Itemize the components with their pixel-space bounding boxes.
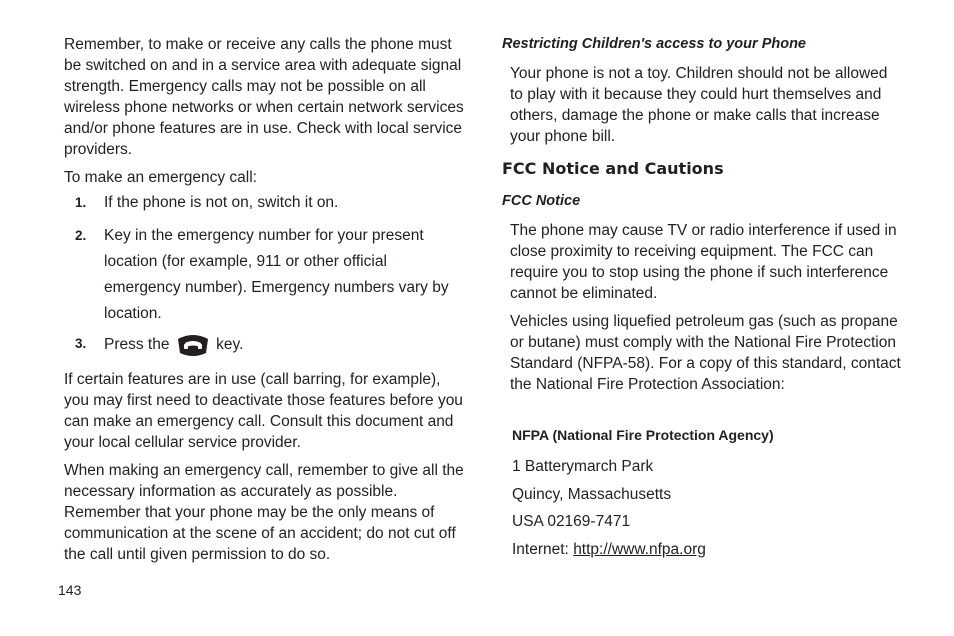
fcc-interference-text: The phone may cause TV or radio interference if used in close proximity to receiving equipment. The FCC can require you to stop using the phone if such interference cannot be eliminated. [510, 222, 897, 302]
step-1 [64, 192, 464, 213]
left-column [64, 34, 464, 572]
emergency-info-paragraph: When making an emergency call, remember to give all the necessary information as accurately as possible. Remember that your phone may be the only means of communication at the scene of an accident; do not cut off the call until given permission to do so. [64, 462, 464, 563]
step-text-before: Press the [104, 336, 170, 354]
step-text-after: key. [216, 336, 244, 354]
step-number: 2. [75, 228, 87, 243]
address-internet [512, 539, 902, 560]
right-column [502, 34, 902, 566]
page-number: 143 [58, 582, 82, 598]
power-requirement-paragraph: Remember, to make or receive any calls the phone must be switched on and in a service area with adequate signal strength. Emergency calls may not be possible on all wireless phone networks or when certain network services and/or phone features are in use. Check with local service providers. [64, 36, 464, 158]
nfpa-address-block [502, 425, 902, 560]
address-city: Quincy, Massachusetts [512, 485, 672, 503]
address-zip: USA 02169-7471 [512, 513, 631, 530]
internet-label: Internet: [512, 540, 574, 558]
emergency-steps-list [64, 192, 464, 357]
address-street: 1 Batterymarch Park [512, 458, 654, 475]
step-3 [64, 333, 464, 357]
nfpa-website-link[interactable]: http://www.nfpa.org [573, 540, 706, 558]
step-number: 1. [75, 195, 87, 210]
step-2 [64, 223, 464, 327]
step-number: 3. [75, 336, 87, 351]
step-text: If the phone is not on, switch it on. [104, 194, 339, 211]
emergency-call-intro: To make an emergency call: [64, 169, 257, 186]
children-access-heading: Restricting Children's access to your Phone [502, 36, 806, 52]
fcc-section-title: FCC Notice and Cautions [502, 159, 724, 178]
nfpa-org-name: NFPA (National Fire Protection Agency) [512, 427, 774, 443]
fcc-notice-heading: FCC Notice [502, 193, 581, 209]
call-barring-paragraph: If certain features are in use (call barring, for example), you may first need to deactivate those features before you can make an emergency call. Consult this document and your local cellular service provider. [64, 371, 463, 451]
children-access-text: Your phone is not a toy. Children should not be allowed to play with it because they could hurt themselves and others, damage the phone or make calls that increase your phone bill. [510, 65, 888, 145]
step-text: Key in the emergency number for your present location (for example, 911 or other official emergency number). Emergency numbers vary by location. [104, 227, 449, 322]
send-key-icon [176, 333, 210, 357]
fcc-lpg-text: Vehicles using liquefied petroleum gas (such as propane or butane) must comply with the National Fire Protection Standard (NFPA-58). For a copy of this standard, contact the National Fire Protection Association: [510, 313, 901, 393]
